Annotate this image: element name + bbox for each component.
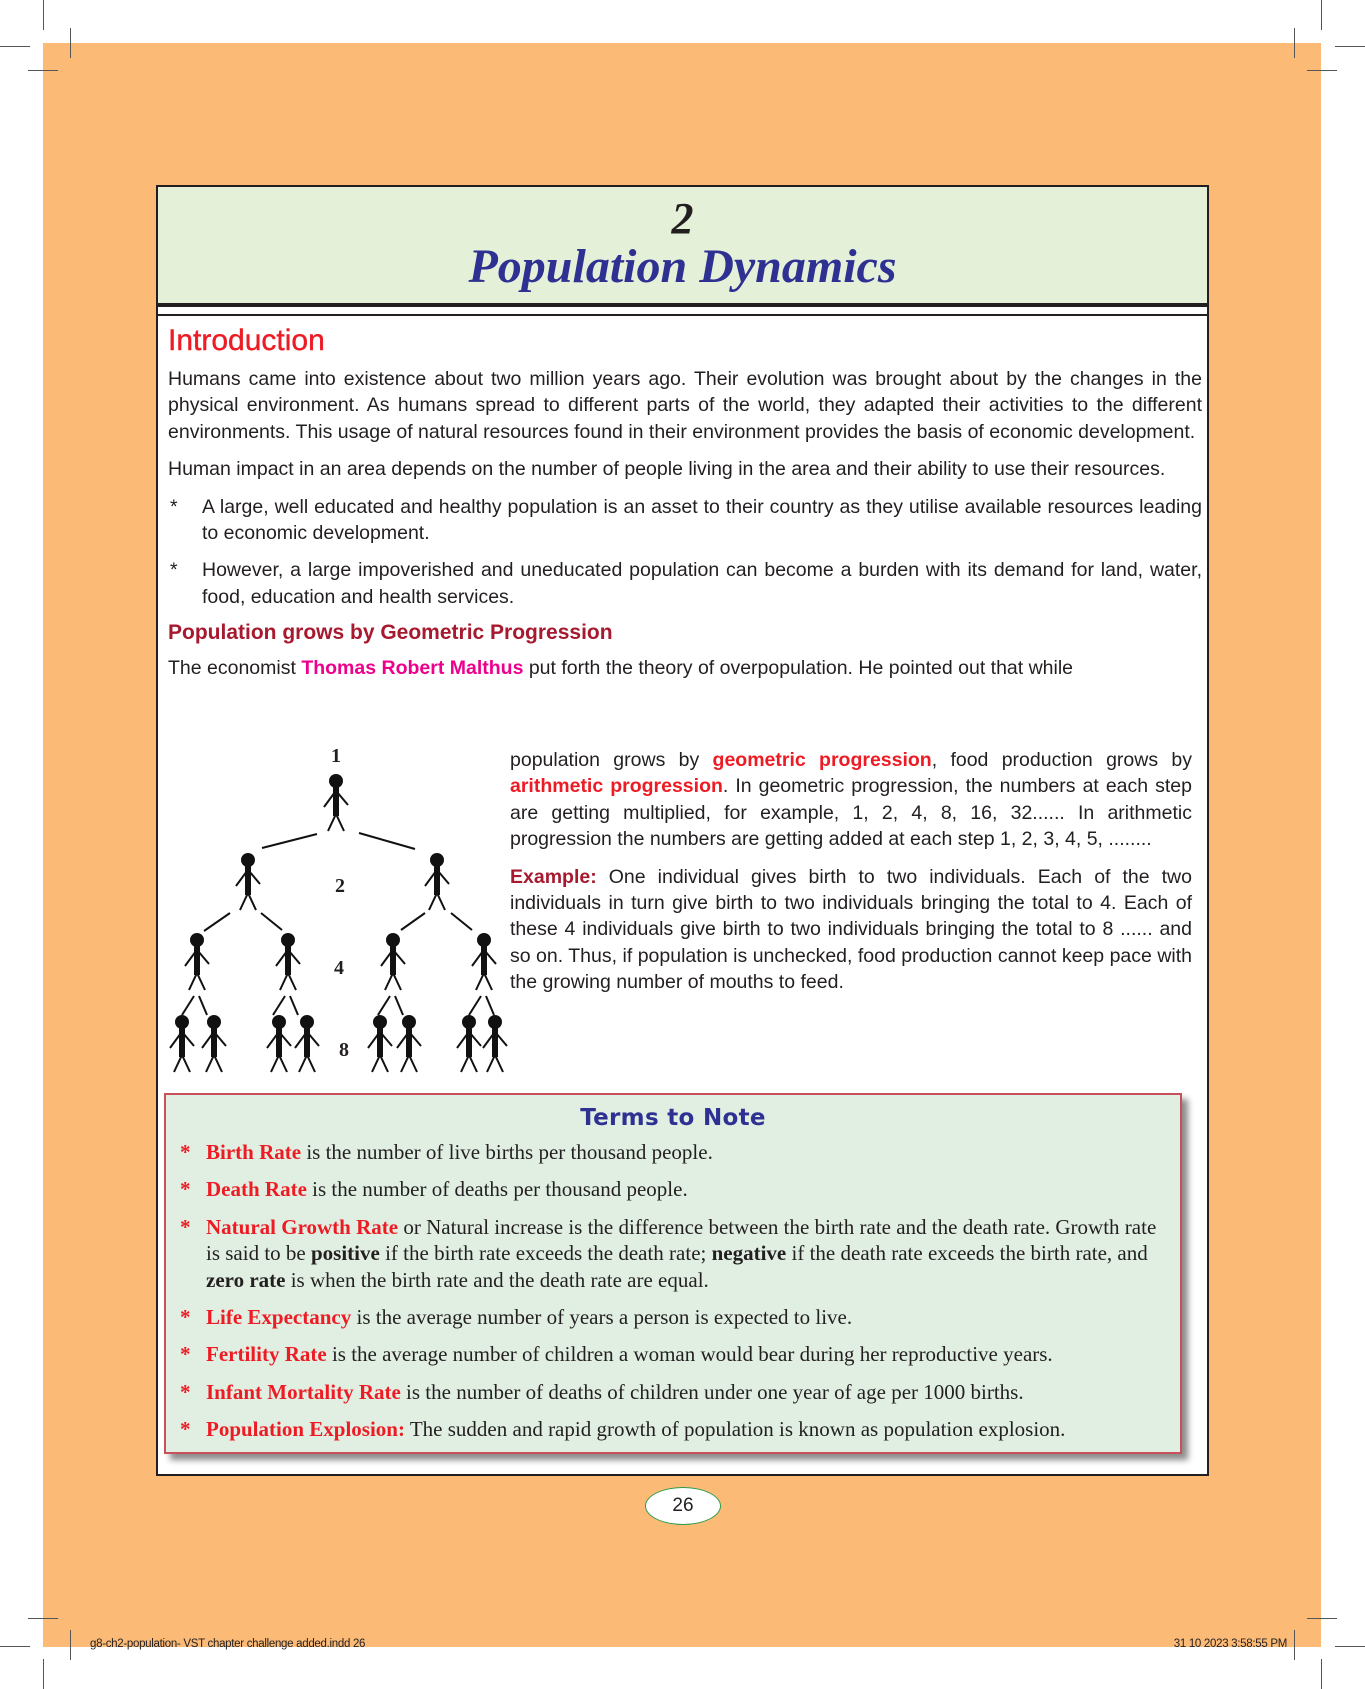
person-icon bbox=[368, 1015, 392, 1072]
crop-mark bbox=[28, 70, 58, 71]
crop-mark bbox=[1321, 0, 1322, 30]
person-icon bbox=[236, 853, 260, 910]
branch-line bbox=[262, 834, 317, 848]
term-name: Infant Mortality Rate bbox=[206, 1379, 401, 1404]
bullet-item bbox=[168, 494, 1202, 547]
print-slug-date: 31 10 2023 3:58:55 PM bbox=[1173, 1638, 1287, 1650]
crop-mark bbox=[1335, 46, 1365, 47]
bullet-item bbox=[168, 557, 1202, 610]
text: put forth the theory of overpopulation. He pointed out that while bbox=[523, 657, 1074, 680]
section-heading-introduction: Introduction bbox=[168, 324, 325, 357]
term-item bbox=[166, 1379, 1180, 1405]
person-icon bbox=[267, 1015, 291, 1072]
text: population grows by bbox=[510, 749, 713, 771]
term-name: Life Expectancy bbox=[206, 1305, 352, 1330]
progression-paragraph bbox=[510, 747, 1192, 853]
crop-mark bbox=[1294, 28, 1295, 58]
bullet-marker: * bbox=[180, 1379, 191, 1404]
term-definition: is the average number of years a person is expected to live. bbox=[351, 1305, 853, 1330]
term-definition: is the number of deaths of children under one year of age per 1000 births. bbox=[400, 1379, 1024, 1404]
crop-mark bbox=[1335, 1646, 1365, 1647]
term-definition: is when the birth rate and the death rate are equal. bbox=[285, 1267, 709, 1292]
crop-mark bbox=[1294, 1630, 1295, 1660]
term-item bbox=[166, 1304, 1180, 1330]
level-count-label: 8 bbox=[339, 1039, 349, 1061]
branch-line bbox=[378, 996, 390, 1015]
term-item bbox=[166, 1139, 1180, 1165]
text: The economist bbox=[168, 657, 302, 680]
level-count-label: 1 bbox=[331, 745, 341, 767]
text: , food production grows by bbox=[931, 749, 1192, 771]
term-name: Birth Rate bbox=[206, 1140, 302, 1164]
bullet-marker: * bbox=[180, 1214, 191, 1239]
term-definition: is the number of live births per thousand people. bbox=[301, 1140, 713, 1164]
branch-line bbox=[182, 996, 194, 1015]
text: One individual gives birth to two individuals. Each of the two individuals in turn give birth to two individuals bringing the total to 4. Each of these 4 individuals give birth to two individuals bringing the total to 8 ...... and so on. Thus, if population is unchecked, food production cannot keep pace with the growing number of mouths to feed. bbox=[510, 865, 1192, 994]
branch-line bbox=[273, 996, 285, 1015]
term-definition: The sudden and rapid growth of population is known as population explosion. bbox=[404, 1417, 1066, 1442]
term-definition: if the birth rate exceeds the death rate; bbox=[379, 1241, 712, 1266]
person-icon bbox=[170, 1015, 194, 1072]
example-paragraph bbox=[510, 864, 1192, 996]
level-count-label: 4 bbox=[334, 957, 344, 979]
branch-line bbox=[401, 913, 425, 930]
term-name: Fertility Rate bbox=[206, 1342, 327, 1367]
terms-title: Terms to Note bbox=[580, 1105, 766, 1131]
branch-line bbox=[204, 913, 230, 931]
chapter-content bbox=[168, 324, 1202, 682]
crop-mark bbox=[43, 0, 44, 30]
term-item bbox=[166, 1214, 1180, 1293]
intro-paragraph: Humans came into existence about two million years ago. Their evolution was brought about by the changes in the physical environment. As humans spread to different parts of the world, they adapted their activities to the different environments. This usage of natural resources found in their environment provides the basis of economic development. bbox=[168, 368, 1202, 443]
chapter-title: Population Dynamics bbox=[468, 240, 897, 293]
example-label: Example: bbox=[510, 865, 597, 888]
term-item bbox=[166, 1341, 1180, 1367]
term-name: Natural Growth Rate bbox=[206, 1214, 399, 1239]
term-definition: if the death rate exceeds the birth rate, and bbox=[786, 1241, 1148, 1266]
person-icon bbox=[381, 933, 405, 990]
intro-paragraph: Human impact in an area depends on the number of people living in the area and their ability to use their resources. bbox=[168, 458, 1166, 481]
malthus-name: Thomas Robert Malthus bbox=[301, 657, 524, 680]
level-count-label: 2 bbox=[335, 875, 345, 897]
crop-mark bbox=[0, 46, 30, 47]
bullet-text: A large, well educated and healthy population is an asset to their country as they utilise available resources leading to economic development. bbox=[202, 495, 1202, 545]
branch-line bbox=[395, 996, 403, 1015]
branch-line bbox=[359, 833, 415, 849]
person-icon bbox=[276, 933, 300, 990]
bullet-marker: * bbox=[180, 1305, 191, 1330]
arithmetic-progression-term: arithmetic progression bbox=[510, 775, 723, 798]
crop-mark bbox=[1321, 1659, 1322, 1689]
term-name: Population Explosion: bbox=[206, 1417, 405, 1442]
branch-line bbox=[290, 996, 298, 1015]
term-name: Death Rate bbox=[206, 1177, 307, 1202]
malthus-paragraph-lead bbox=[168, 655, 1202, 681]
bold-word: positive bbox=[311, 1241, 380, 1266]
person-icon bbox=[397, 1015, 421, 1072]
page-number: 26 bbox=[645, 1487, 721, 1525]
bullet-marker: * bbox=[180, 1417, 191, 1442]
person-icon bbox=[185, 933, 209, 990]
crop-mark bbox=[43, 1659, 44, 1689]
chapter-number: 2 bbox=[671, 194, 694, 243]
bold-word: zero rate bbox=[206, 1267, 286, 1292]
crop-mark bbox=[1307, 70, 1337, 71]
text: . In geometric progression, the numbers at each step are getting multiplied, for example, 1, 2, 4, 8, 16, 32...... In arithmetic progression the numbers are getting added at each step 1, 2, 3, 4, 5, ........ bbox=[510, 775, 1192, 851]
geometric-progression-term: geometric progression bbox=[712, 749, 932, 771]
bullet-marker: * bbox=[170, 559, 178, 582]
person-icon bbox=[472, 933, 496, 990]
malthus-right-column bbox=[510, 747, 1192, 1007]
bullet-marker: * bbox=[180, 1177, 191, 1202]
branch-line bbox=[451, 913, 472, 930]
terms-to-note-box bbox=[164, 1093, 1182, 1454]
branch-line bbox=[261, 913, 282, 930]
print-slug-file: g8-ch2-population- VST chapter challenge added.indd 26 bbox=[90, 1638, 366, 1650]
person-icon bbox=[324, 774, 348, 831]
bullet-marker: * bbox=[180, 1140, 191, 1164]
term-item bbox=[166, 1416, 1180, 1442]
crop-mark bbox=[28, 1618, 58, 1619]
geometric-progression-figure bbox=[152, 700, 532, 1100]
crop-mark bbox=[0, 1646, 30, 1647]
branch-line bbox=[486, 996, 494, 1015]
crop-mark bbox=[70, 28, 71, 58]
term-definition: or Natural increase is the difference between the birth rate and the death rate. Growth rate is said to be bbox=[206, 1214, 1157, 1266]
header-divider bbox=[158, 314, 1207, 316]
bullet-marker: * bbox=[180, 1342, 191, 1367]
person-icon bbox=[425, 853, 449, 910]
bold-word: negative bbox=[711, 1241, 787, 1266]
person-icon bbox=[483, 1015, 507, 1072]
chapter-header bbox=[158, 187, 1207, 307]
crop-mark bbox=[70, 1630, 71, 1660]
crop-mark bbox=[1307, 1618, 1337, 1619]
bullet-text: However, a large impoverished and uneducated population can become a burden with its demand for land, water, food, education and health services. bbox=[202, 559, 1202, 608]
person-icon bbox=[295, 1015, 319, 1072]
branch-line bbox=[469, 996, 481, 1015]
person-icon bbox=[202, 1015, 226, 1072]
term-item bbox=[166, 1176, 1180, 1202]
person-icon bbox=[457, 1015, 481, 1072]
branch-line bbox=[199, 996, 207, 1015]
term-definition: is the number of deaths per thousand people. bbox=[306, 1177, 688, 1202]
section-heading-geometric: Population grows by Geometric Progression bbox=[168, 621, 613, 645]
bullet-marker: * bbox=[170, 495, 178, 518]
term-definition: is the average number of children a woman would bear during her reproductive years. bbox=[326, 1342, 1053, 1367]
